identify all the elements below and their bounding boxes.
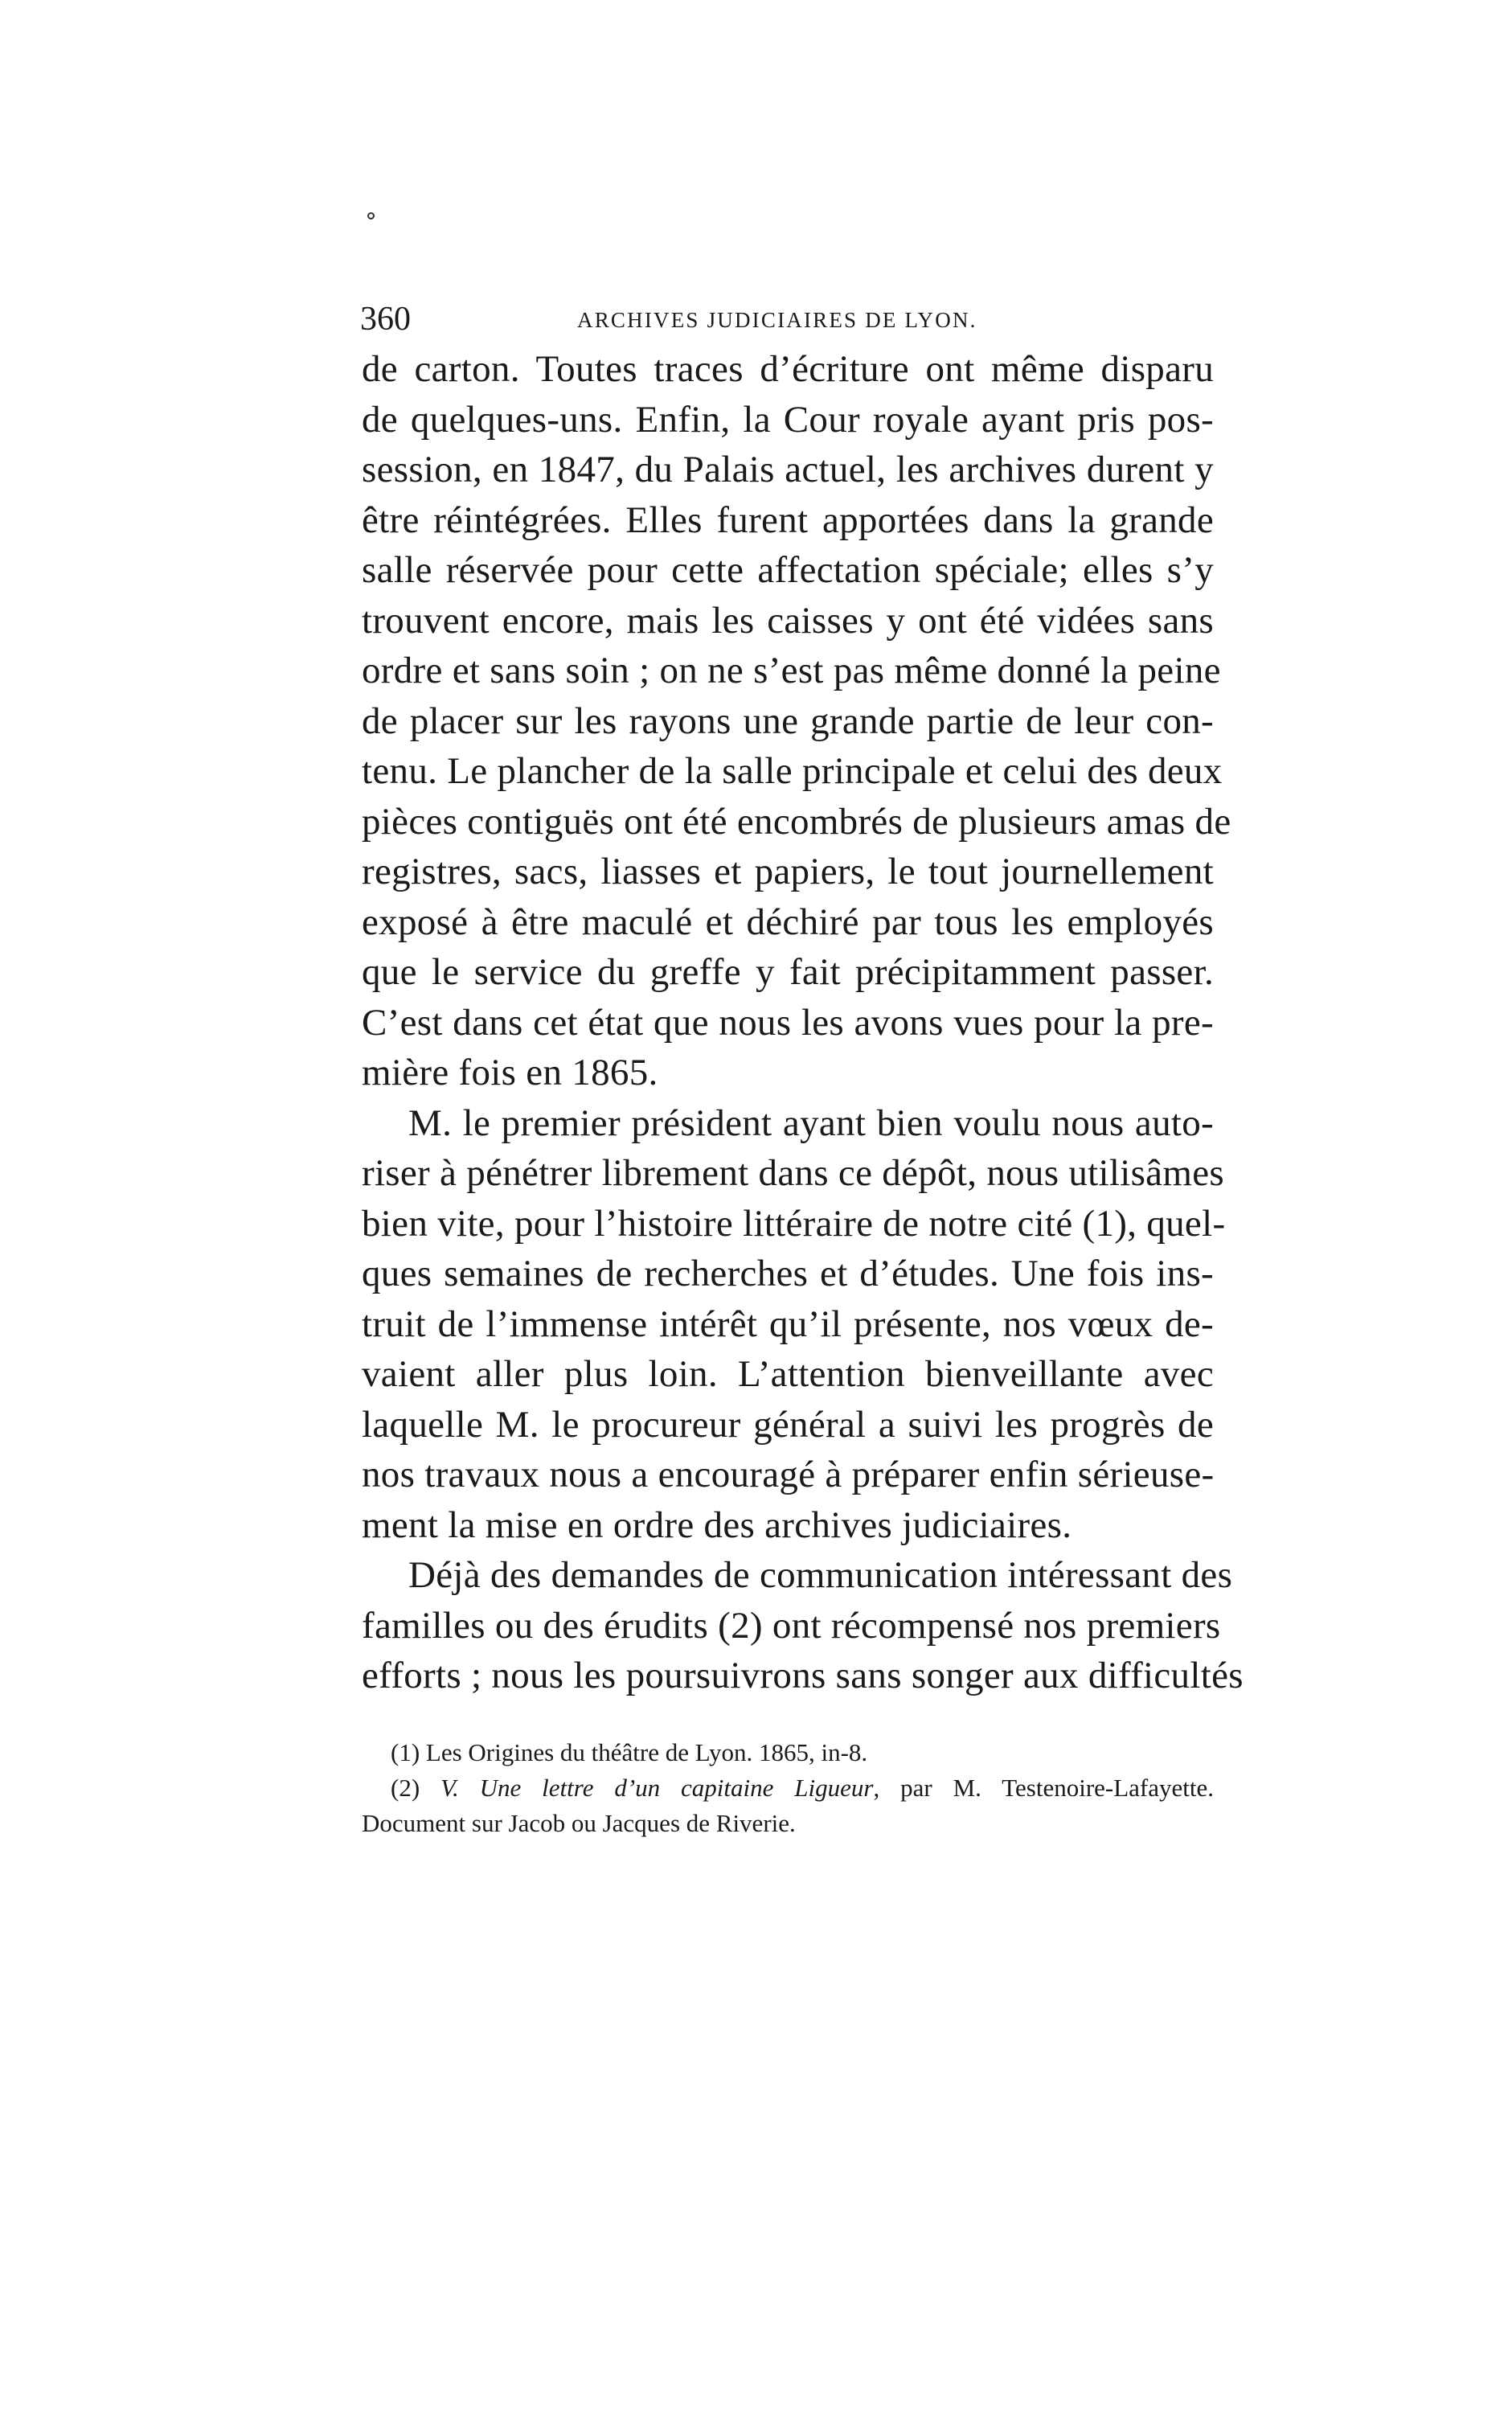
text-line: bien vite, pour l’histoire littéraire de notre cité (1), quel-: [362, 1202, 1226, 1245]
text-line: ques semaines de recherches et d’études. Une fois ins-: [362, 1253, 1214, 1294]
text-line: que le service du greffe y fait précipitamment passer.: [362, 951, 1214, 993]
paragraph-start-line: Déjà des demandes de communication intéressant des: [408, 1554, 1233, 1596]
text-line: de carton. Toutes traces d’écriture ont même disparu: [362, 348, 1214, 390]
text-line: session, en 1847, du Palais actuel, les archives durent y: [362, 449, 1214, 490]
running-head-title: ARCHIVES JUDICIAIRES DE LYON.: [577, 308, 977, 332]
text-line: truit de l’immense intérêt qu’il présente, nos vœux de-: [362, 1302, 1214, 1345]
text-line: trouvent encore, mais les caisses y ont été vidées sans: [362, 599, 1214, 642]
text-line: tenu. Le plancher de la salle principale et celui des deux: [362, 750, 1223, 792]
footnote-author: , par M. Testenoire-Lafayette.: [873, 1774, 1214, 1802]
running-head: [360, 299, 1212, 339]
text-line: efforts ; nous les poursuivrons sans songer aux difficultés: [362, 1655, 1244, 1696]
text-line: registres, sacs, liasses et papiers, le tout journellement: [362, 851, 1214, 892]
text-line: nos travaux nous a encouragé à préparer enfin sérieuse-: [362, 1454, 1215, 1495]
text-line: salle réservée pour cette affectation spéciale; elles s’y: [362, 549, 1214, 591]
paragraph-start-line: M. le premier président ayant bien voulu nous auto-: [408, 1101, 1214, 1144]
text-line: laquelle M. le procureur général a suivi les progrès de: [362, 1403, 1214, 1446]
footnote-marker: (2): [391, 1774, 420, 1802]
page-number: 360: [360, 301, 411, 338]
text-line: riser à pénétrer librement dans ce dépôt, nous utilisâmes: [362, 1152, 1224, 1194]
ink-speck: [367, 212, 375, 219]
text-line: ment la mise en ordre des archives judiciaires.: [362, 1503, 1072, 1546]
footnote-1: [362, 1735, 1214, 1770]
text-line: de quelques-uns. Enfin, la Cour royale ayant pris pos-: [362, 398, 1214, 441]
text-line: exposé à être maculé et déchiré par tous les employés: [362, 900, 1214, 943]
footnote-marker: (1): [391, 1738, 420, 1766]
footnote-prefix: V.: [440, 1774, 459, 1802]
footnote-text: Les Origines du théâtre de Lyon. 1865, in-8.: [425, 1738, 868, 1766]
text-line: être réintégrées. Elles furent apportées dans la grande: [362, 498, 1214, 541]
text-line: de placer sur les rayons une grande partie de leur con-: [362, 699, 1214, 742]
footnote-title: Une lettre d’un capitaine Ligueur: [479, 1774, 874, 1802]
text-line: vaient aller plus loin. L’attention bienveillante avec: [362, 1353, 1214, 1395]
footnote-2: [362, 1770, 1214, 1806]
footnotes: [362, 1735, 1214, 1841]
footnote-2-continuation: Document sur Jacob ou Jacques de Riverie.: [362, 1809, 796, 1837]
text-line: mière fois en 1865.: [362, 1052, 658, 1093]
text-line: ordre et sans soin ; on ne s’est pas même donné la peine: [362, 650, 1221, 691]
text-line: familles ou des érudits (2) ont récompensé nos premiers: [362, 1604, 1221, 1647]
text-line: pièces contiguës ont été encombrés de plusieurs amas de: [362, 800, 1231, 843]
text-line: C’est dans cet état que nous les avons vues pour la pre-: [362, 1001, 1214, 1044]
body-text: [362, 344, 1244, 1701]
